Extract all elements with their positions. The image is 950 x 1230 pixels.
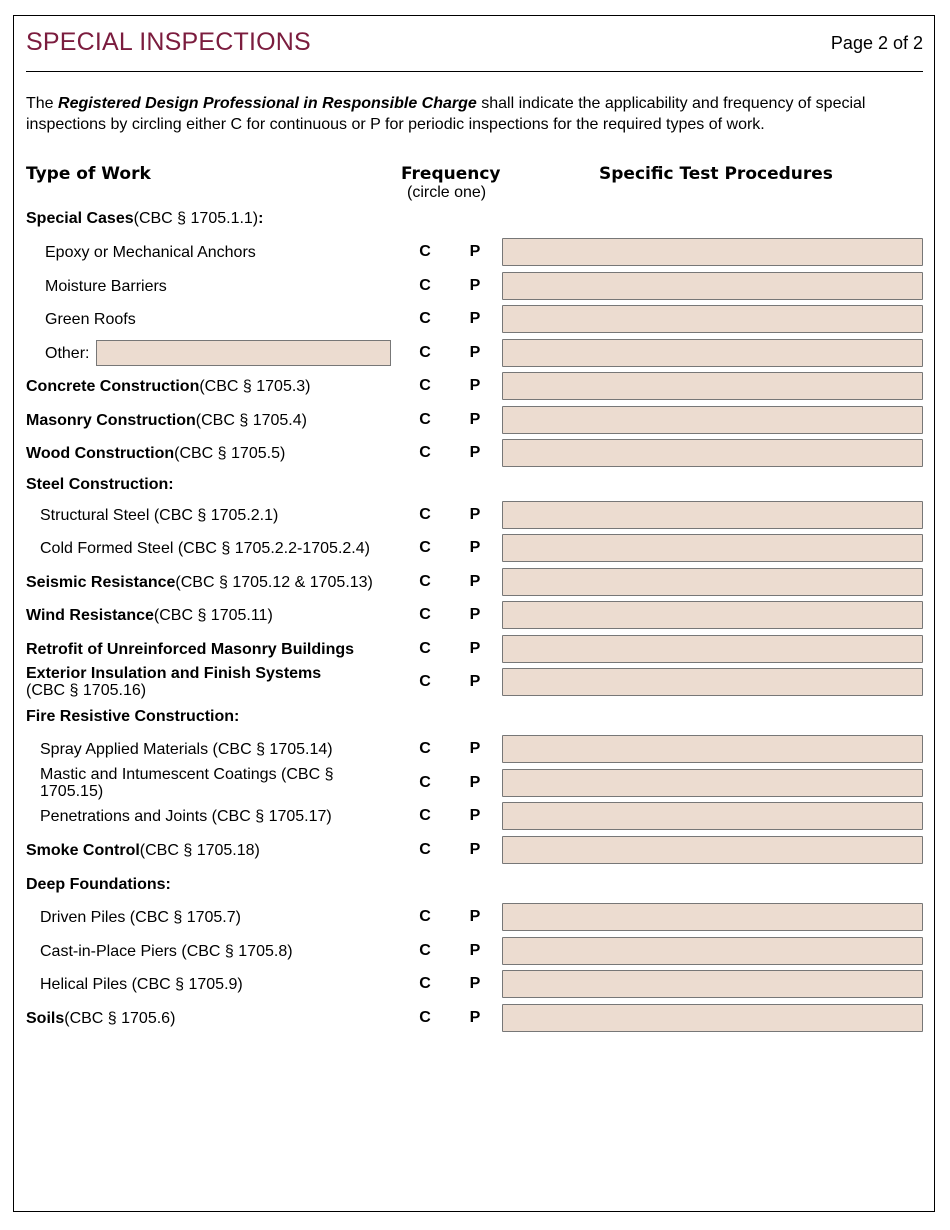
table-row [0, 835, 950, 865]
continuous-option[interactable]: C [419, 606, 431, 623]
procedures-header: Specific Test Procedures [599, 164, 833, 184]
continuous-option[interactable]: C [419, 841, 431, 858]
continuous-option[interactable]: C [419, 506, 431, 523]
row-label: Retrofit of Unreinforced Masonry Buildings [26, 640, 355, 658]
table-row [0, 438, 950, 468]
row-label: Penetrations and Joints (CBC § 1705.17) [40, 807, 332, 825]
continuous-option[interactable]: C [419, 310, 431, 327]
table-row [0, 600, 950, 630]
test-procedure-field[interactable] [502, 439, 923, 467]
row-label: Exterior Insulation and Finish Systems (CBC § 1705.16) [26, 665, 322, 699]
test-procedure-field[interactable] [502, 769, 923, 797]
periodic-option[interactable]: P [469, 640, 481, 657]
periodic-option[interactable]: P [469, 740, 481, 757]
test-procedure-field[interactable] [502, 534, 923, 562]
row-label: Green Roofs [45, 310, 136, 328]
periodic-option[interactable]: P [469, 1009, 481, 1026]
row-label: Cold Formed Steel (CBC § 1705.2.2-1705.2.4) [40, 539, 370, 557]
continuous-option[interactable]: C [419, 539, 431, 556]
section-special-cases [0, 203, 950, 233]
test-procedure-field[interactable] [502, 836, 923, 864]
continuous-option[interactable]: C [419, 377, 431, 394]
test-procedure-field[interactable] [502, 937, 923, 965]
section-label: Fire Resistive Construction: [26, 707, 240, 725]
table-row [0, 500, 950, 530]
row-label: Other: [45, 344, 90, 362]
test-procedure-field[interactable] [502, 339, 923, 367]
table-row [0, 801, 950, 831]
test-procedure-field[interactable] [502, 601, 923, 629]
test-procedure-field[interactable] [502, 501, 923, 529]
periodic-option[interactable]: P [469, 277, 481, 294]
table-row [0, 405, 950, 435]
continuous-option[interactable]: C [419, 673, 431, 690]
section-fire [0, 701, 950, 731]
table-row [0, 734, 950, 764]
periodic-option[interactable]: P [469, 606, 481, 623]
test-procedure-field[interactable] [502, 668, 923, 696]
table-row [0, 1003, 950, 1033]
test-procedure-field[interactable] [502, 568, 923, 596]
row-label: Driven Piles (CBC § 1705.7) [40, 908, 241, 926]
periodic-option[interactable]: P [469, 673, 481, 690]
table-row [0, 768, 950, 798]
periodic-option[interactable]: P [469, 573, 481, 590]
test-procedure-field[interactable] [502, 238, 923, 266]
continuous-option[interactable]: C [419, 344, 431, 361]
table-row [0, 304, 950, 334]
periodic-option[interactable]: P [469, 310, 481, 327]
section-label: Steel Construction: [26, 475, 174, 493]
table-row [0, 634, 950, 664]
periodic-option[interactable]: P [469, 942, 481, 959]
row-label: Mastic and Intumescent Coatings (CBC § 1705.15) [40, 766, 334, 800]
periodic-option[interactable]: P [469, 506, 481, 523]
periodic-option[interactable]: P [469, 908, 481, 925]
continuous-option[interactable]: C [419, 411, 431, 428]
page-title: SPECIAL INSPECTIONS [26, 28, 311, 56]
table-row [0, 371, 950, 401]
row-label: Moisture Barriers [45, 277, 167, 295]
row-label: Concrete Construction (CBC § 1705.3) [26, 377, 311, 395]
continuous-option[interactable]: C [419, 573, 431, 590]
table-row [0, 271, 950, 301]
row-label: Smoke Control (CBC § 1705.18) [26, 841, 260, 859]
row-label: Seismic Resistance (CBC § 1705.12 & 1705.13) [26, 573, 373, 591]
frequency-note: (circle one) [407, 184, 487, 201]
section-deep-foundations [0, 869, 950, 899]
continuous-option[interactable]: C [419, 243, 431, 260]
row-label: Wood Construction (CBC § 1705.5) [26, 444, 286, 462]
continuous-option[interactable]: C [419, 807, 431, 824]
continuous-option[interactable]: C [419, 774, 431, 791]
header-divider [26, 71, 923, 72]
other-input[interactable] [96, 340, 391, 366]
continuous-option[interactable]: C [419, 444, 431, 461]
periodic-option[interactable]: P [469, 774, 481, 791]
continuous-option[interactable]: C [419, 908, 431, 925]
continuous-option[interactable]: C [419, 975, 431, 992]
section-steel [0, 469, 950, 499]
table-row [0, 338, 950, 368]
section-label: Deep Foundations: [26, 875, 171, 893]
row-label: Structural Steel (CBC § 1705.2.1) [40, 506, 279, 524]
row-label: Masonry Construction (CBC § 1705.4) [26, 411, 307, 429]
table-row [0, 567, 950, 597]
test-procedure-field[interactable] [502, 802, 923, 830]
row-label: Cast-in-Place Piers (CBC § 1705.8) [40, 942, 293, 960]
row-label: Helical Piles (CBC § 1705.9) [40, 975, 243, 993]
table-row [0, 936, 950, 966]
test-procedure-field[interactable] [502, 735, 923, 763]
periodic-option[interactable]: P [469, 444, 481, 461]
periodic-option[interactable]: P [469, 807, 481, 824]
periodic-option[interactable]: P [469, 411, 481, 428]
continuous-option[interactable]: C [419, 640, 431, 657]
page-number: Page 2 of 2 [830, 33, 923, 53]
continuous-option[interactable]: C [419, 277, 431, 294]
test-procedure-field[interactable] [502, 635, 923, 663]
test-procedure-field[interactable] [502, 406, 923, 434]
periodic-option[interactable]: P [469, 975, 481, 992]
row-label: Spray Applied Materials (CBC § 1705.14) [40, 740, 333, 758]
periodic-option[interactable]: P [469, 344, 481, 361]
row-label: Soils (CBC § 1705.6) [26, 1009, 176, 1027]
continuous-option[interactable]: C [419, 1009, 431, 1026]
periodic-option[interactable]: P [469, 841, 481, 858]
table-row [0, 667, 950, 697]
section-label: Special Cases (CBC § 1705.1.1) : [26, 209, 264, 227]
test-procedure-field[interactable] [502, 305, 923, 333]
intro-emphasis: Registered Design Professional in Responsible Charge [58, 95, 477, 112]
periodic-option[interactable]: P [469, 539, 481, 556]
test-procedure-field[interactable] [502, 903, 923, 931]
continuous-option[interactable]: C [419, 942, 431, 959]
periodic-option[interactable]: P [469, 377, 481, 394]
continuous-option[interactable]: C [419, 740, 431, 757]
type-of-work-header: Type of Work [26, 164, 151, 184]
table-row [0, 533, 950, 563]
row-label: Wind Resistance (CBC § 1705.11) [26, 606, 273, 624]
table-row [0, 902, 950, 932]
periodic-option[interactable]: P [469, 243, 481, 260]
intro-paragraph: The Registered Design Professional in Responsible Charge shall indicate the applicability and frequency of special inspections by circling either C for continuous or P for periodic inspections for the required types of work. [26, 95, 866, 133]
test-procedure-field[interactable] [502, 1004, 923, 1032]
test-procedure-field[interactable] [502, 272, 923, 300]
test-procedure-field[interactable] [502, 372, 923, 400]
test-procedure-field[interactable] [502, 970, 923, 998]
row-label: Epoxy or Mechanical Anchors [45, 243, 256, 261]
table-row [0, 969, 950, 999]
table-row [0, 237, 950, 267]
frequency-header: Frequency [401, 164, 501, 184]
